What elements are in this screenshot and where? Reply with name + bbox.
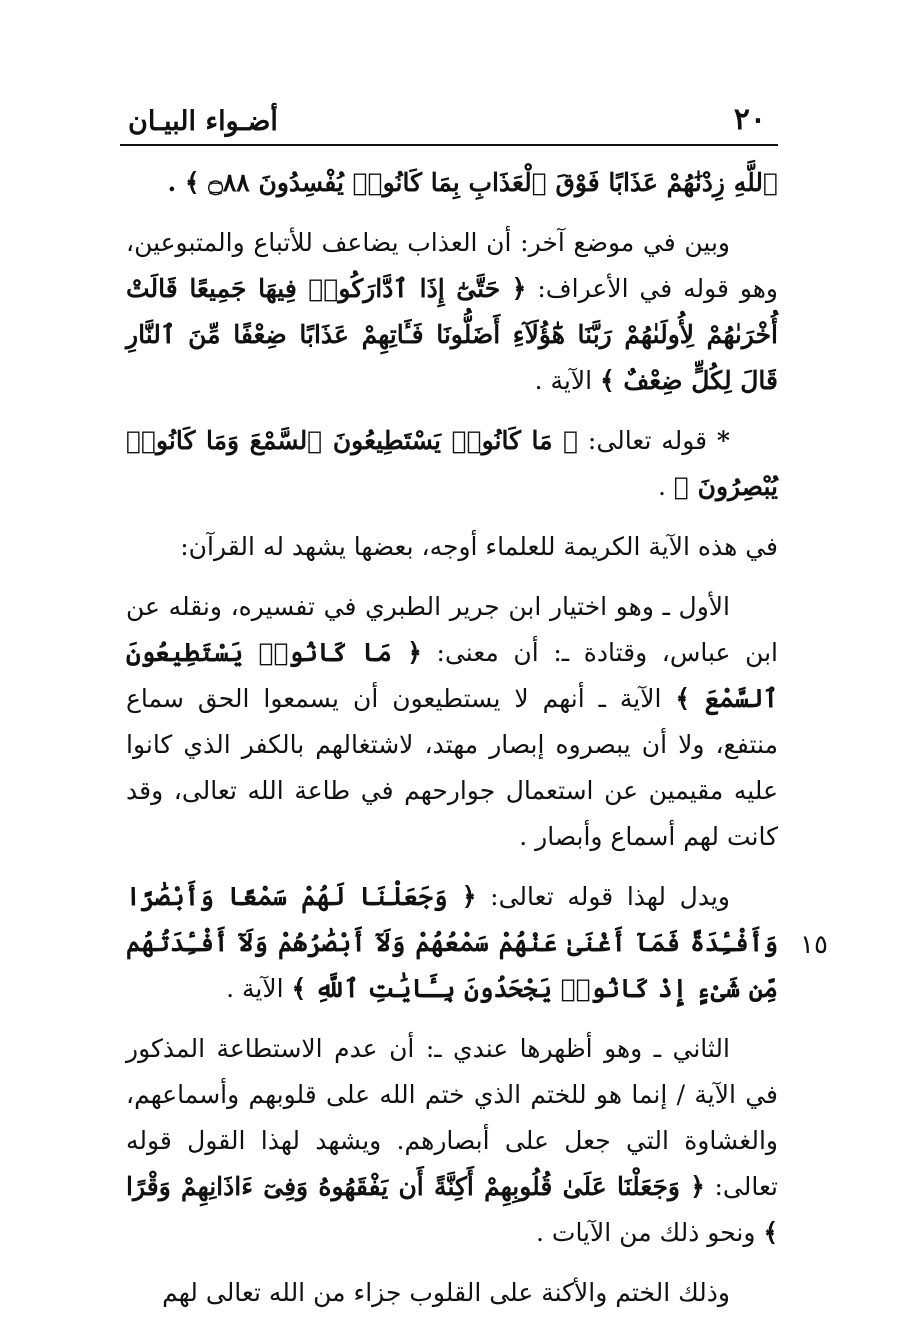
paragraph-text: الآية . — [534, 366, 593, 395]
paragraph-text: وبين في موضع آخر: أن العذاب يضاعف للأتباع والمتبوعين، وهو قوله في الأعراف: — [126, 228, 779, 303]
paragraph-text: ونحو ذلك من الآيات . — [536, 1218, 756, 1247]
paragraph-6 — [126, 1026, 778, 1256]
quran-verse: ﴿ وَجَعَلْنَا عَلَىٰ قُلُوبِهِمْ أَكِنَّةً أَن يَفْقَهُوهُ وَفِىٓ ءَاذَانِهِمْ وَقْرًا ﴾ — [126, 1172, 778, 1247]
paragraph-2 — [126, 418, 778, 510]
quran-verse: ٱللَّهِ زِدْنَٰهُمْ عَذَابًا فَوْقَ ٱلْعَذَابِ بِمَا كَانُوا۟ يُفْسِدُونَ ۝٨٨ ﴾ . — [167, 168, 778, 197]
margin-page-marker: ١٥ — [800, 930, 828, 960]
paragraph-text: وذلك الختم والأكنة على القلوب جزاء من الله تعالى لهم — [162, 1278, 730, 1307]
paragraph-1 — [126, 220, 778, 404]
paragraph-text: قوله تعالى: — [587, 426, 708, 455]
paragraph-text: في هذه الآية الكريمة للعلماء أوجه، بعضها يشهد له القرآن: — [180, 532, 778, 561]
paragraph-text: الثاني ـ وهو أظهرها عندي ـ: أن عدم الاستطاعة المذكور في الآية / إنما هو للختم الذي ختم الله على قلوبهم وأسماعهم، والغشاوة التي جعل على أبصارهم. ويشهد لهذا القول قوله تعالى: — [126, 1034, 778, 1201]
paragraph-3 — [126, 524, 778, 570]
paragraph-7 — [126, 1270, 778, 1316]
paragraph-text: الآية ـ أنهم لا يستطيعون أن يسمعوا الحق سماع منتفع، ولا أن يبصروه إبصار مهتد، لاشتغالهم بالكفر الذي كانوا عليه مقيمين عن استعمال جوارحهم في طاعة الله تعالى، وقد كانت لهم أسماع وأبصار . — [126, 684, 778, 851]
quran-verse: ﴿ وَجَعَلْنَا لَهُمْ سَمْعًا وَأَبْصَٰرًا وَأَفْـِٔدَةً فَمَآ أَغْنَىٰ عَنْهُمْ سَمْعُهُمْ وَلَآ أَبْصَٰرُهُمْ وَلَآ أَفْـِٔدَتُهُم مِّن شَىْءٍ إِذْ كَانُوا۟ يَجْحَدُونَ بِـَٔايَٰتِ ٱللَّهِ ﴾ — [126, 882, 778, 1003]
paragraph-4 — [126, 584, 778, 860]
paragraph-text: الأول ـ وهو اختيار ابن جرير الطبري في تفسيره، ونقله عن ابن عباس، وقتادة ـ: أن معنى: — [126, 592, 778, 667]
paragraph-text: ويدل لهذا قوله تعالى: — [490, 882, 730, 911]
paragraph-verse-continuation — [126, 160, 778, 206]
star-marker: * — [716, 426, 730, 455]
paragraph-text: . — [657, 472, 666, 501]
paragraph-text: الآية . — [226, 974, 284, 1003]
page-header — [120, 100, 778, 146]
book-title: أضـواء البيـان — [128, 106, 278, 137]
quran-verse: ﴿ مَا كَانُوا۟ يَسْتَطِيعُونَ ٱلسَّمْعَ ﴾ — [126, 638, 778, 713]
quran-verse: ﴿ حَتَّىٰٓ إِذَا ٱدَّارَكُوا۟ فِيهَا جَمِيعًا قَالَتْ أُخْرَىٰهُمْ لِأُولَىٰهُمْ رَبَّنَا هَٰٓؤُلَآءِ أَضَلُّونَا فَـَٔاتِهِمْ عَذَابًا ضِعْفًا مِّنَ ٱلنَّارِ قَالَ لِكُلٍّ ضِعْفٌ ﴾ — [126, 274, 778, 395]
page-number: ٢٠ — [733, 102, 766, 137]
paragraph-5 — [126, 874, 778, 1012]
page-body — [126, 160, 778, 1330]
quran-verse: ﴿ مَا كَانُوا۟ يَسْتَطِيعُونَ ٱلسَّمْعَ وَمَا كَانُوا۟ يُبْصِرُونَ ﴾ — [126, 426, 778, 501]
